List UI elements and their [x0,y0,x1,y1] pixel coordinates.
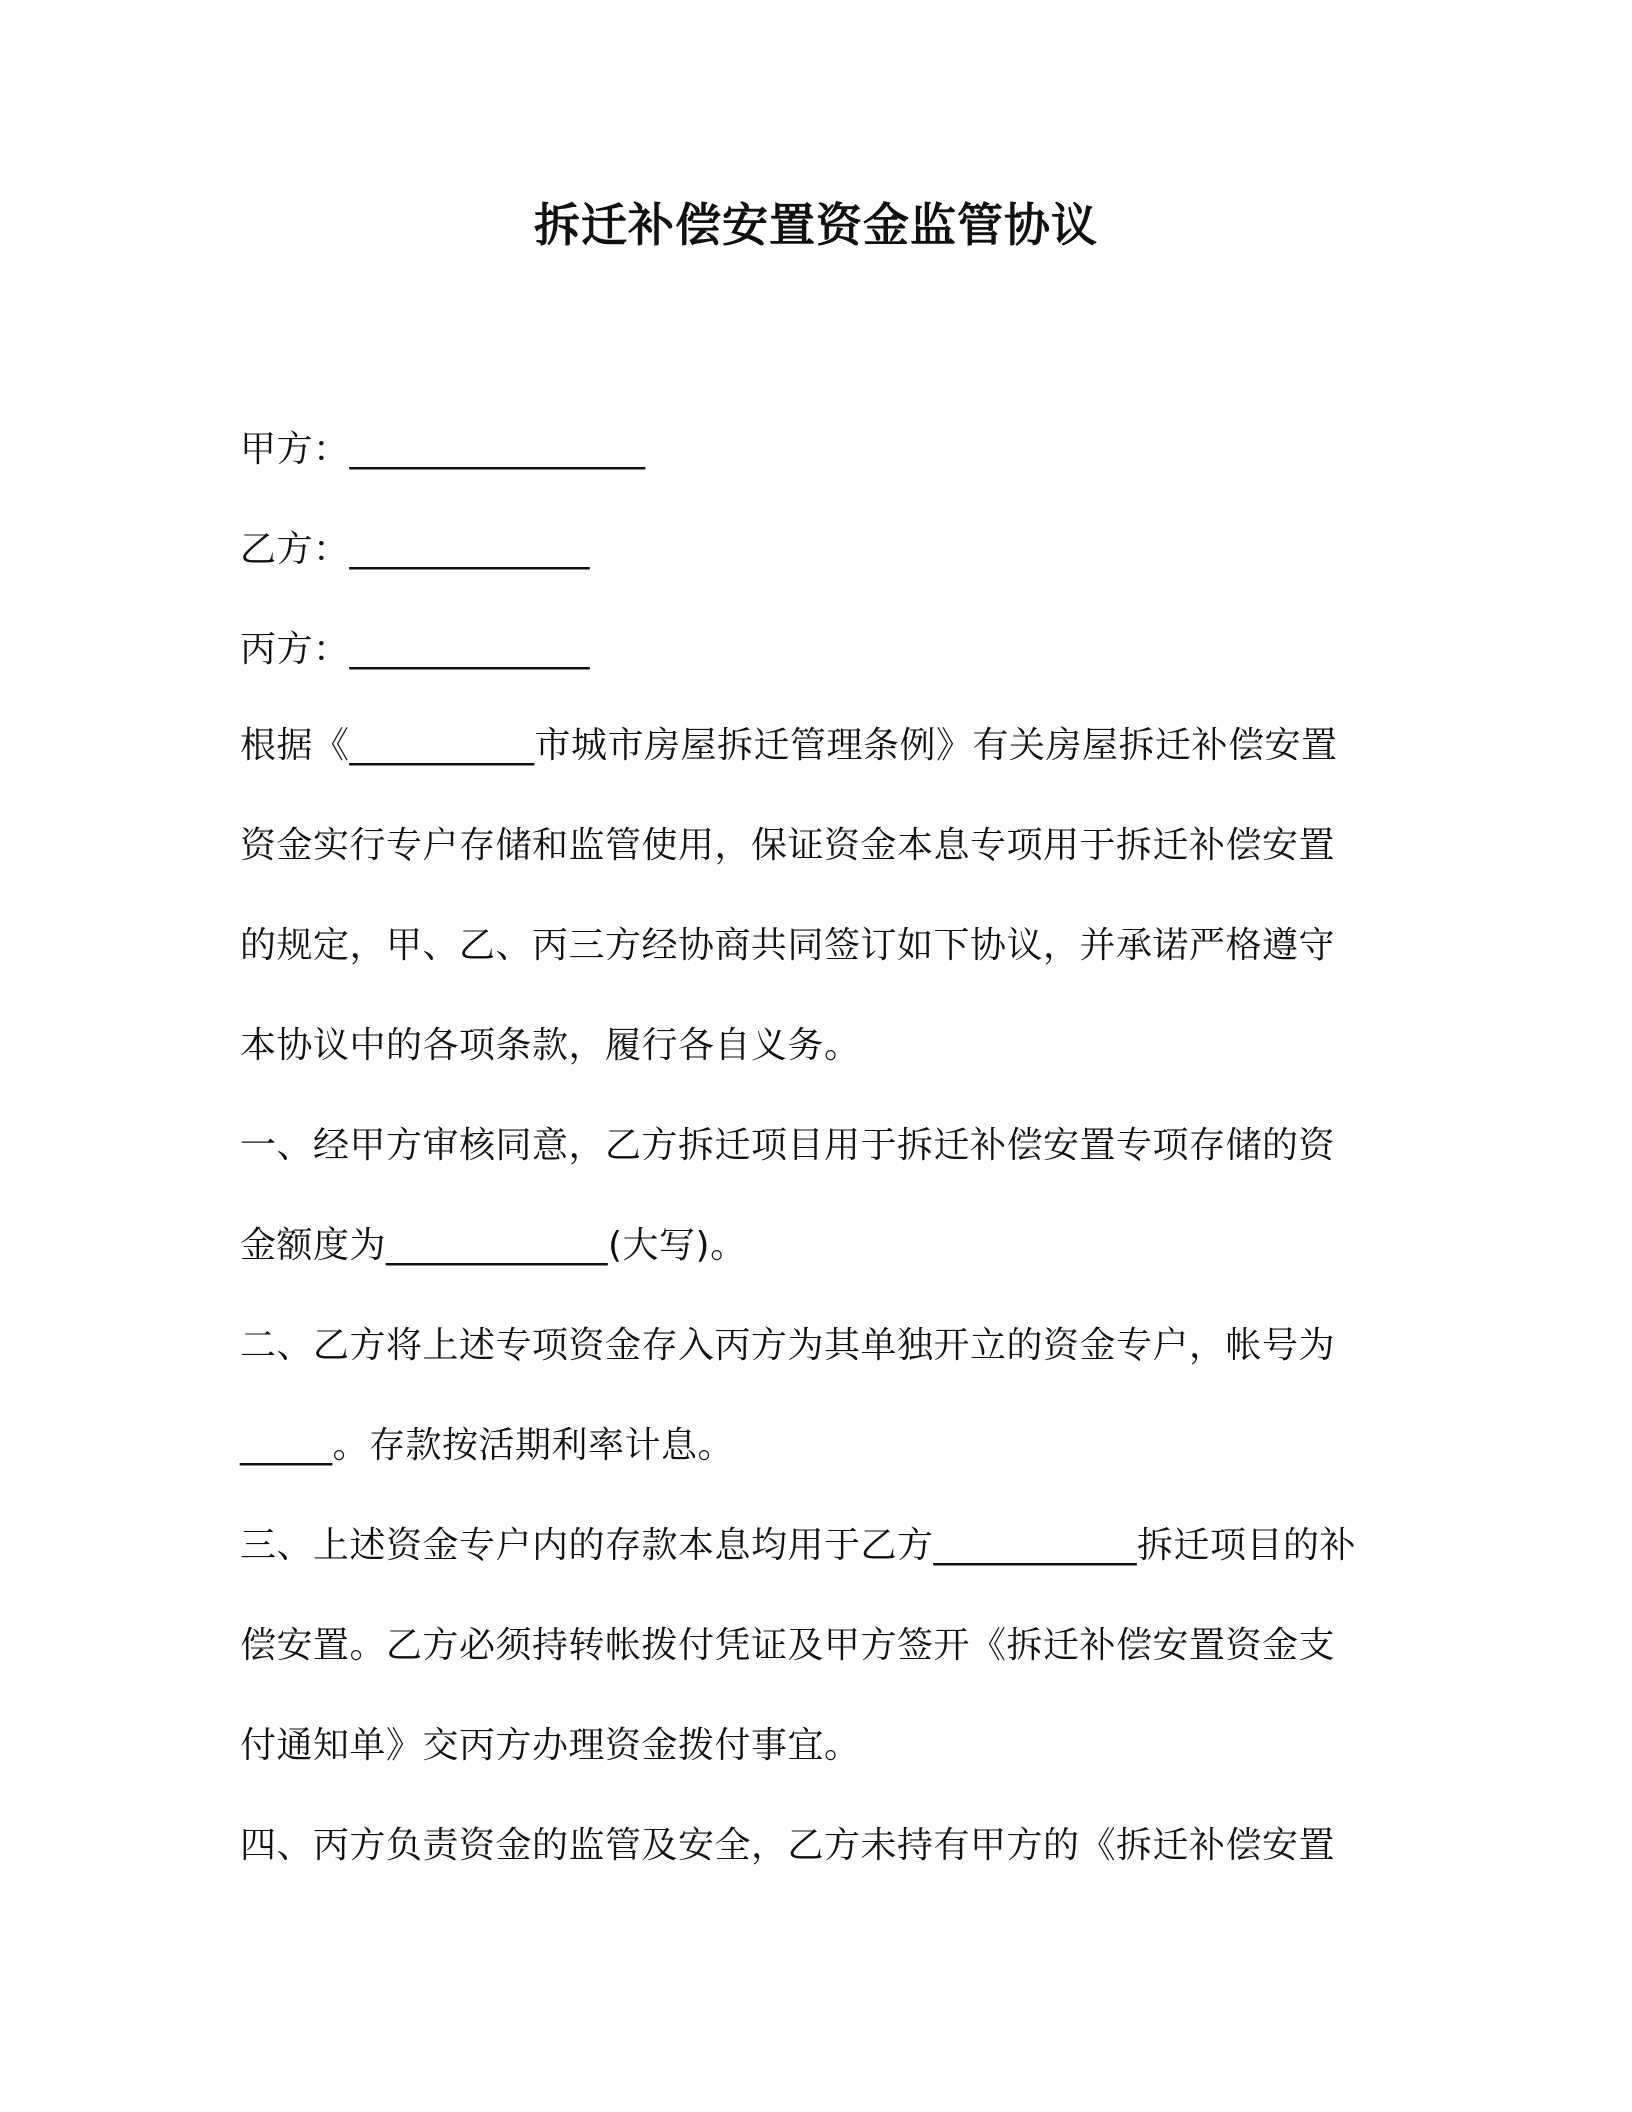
clause-3-line: 偿安置。乙方必须持转帐拨付凭证及甲方签开《拆迁补偿安置资金支 [240,1625,1336,1666]
party-c-line: 丙方：_____________ [240,629,591,670]
preamble-line: 资金实行专户存储和监管使用，保证资金本息专项用于拆迁补偿安置 [240,825,1336,866]
clause-4-line: 四、丙方负责资金的监管及安全，乙方未持有甲方的《拆迁补偿安置 [240,1825,1336,1866]
preamble-line: 本协议中的各项条款，履行各自义务。 [240,1025,861,1066]
document-title: 拆迁补偿安置资金监管协议 [534,198,1098,252]
clause-1-line: 金额度为____________(大写)。 [240,1225,747,1266]
preamble-line: 的规定，甲、乙、丙三方经协商共同签订如下协议，并承诺严格遵守 [240,925,1336,966]
clause-2-line: 二、乙方将上述专项资金存入丙方为其单独开立的资金专户，帐号为 [240,1325,1336,1366]
clause-3-line: 付通知单》交丙方办理资金拨付事宜。 [240,1725,861,1766]
party-a-line: 甲方：________________ [240,429,646,470]
clause-2-line: _____。存款按活期利率计息。 [240,1425,735,1466]
clause-3-line: 三、上述资金专户内的存款本息均用于乙方___________拆迁项目的补 [240,1525,1357,1566]
clause-1-line: 一、经甲方审核同意，乙方拆迁项目用于拆迁补偿安置专项存储的资 [240,1125,1336,1166]
party-b-line: 乙方：_____________ [240,529,591,570]
preamble-line: 根据《__________市城市房屋拆迁管理条例》有关房屋拆迁补偿安置 [240,725,1338,766]
